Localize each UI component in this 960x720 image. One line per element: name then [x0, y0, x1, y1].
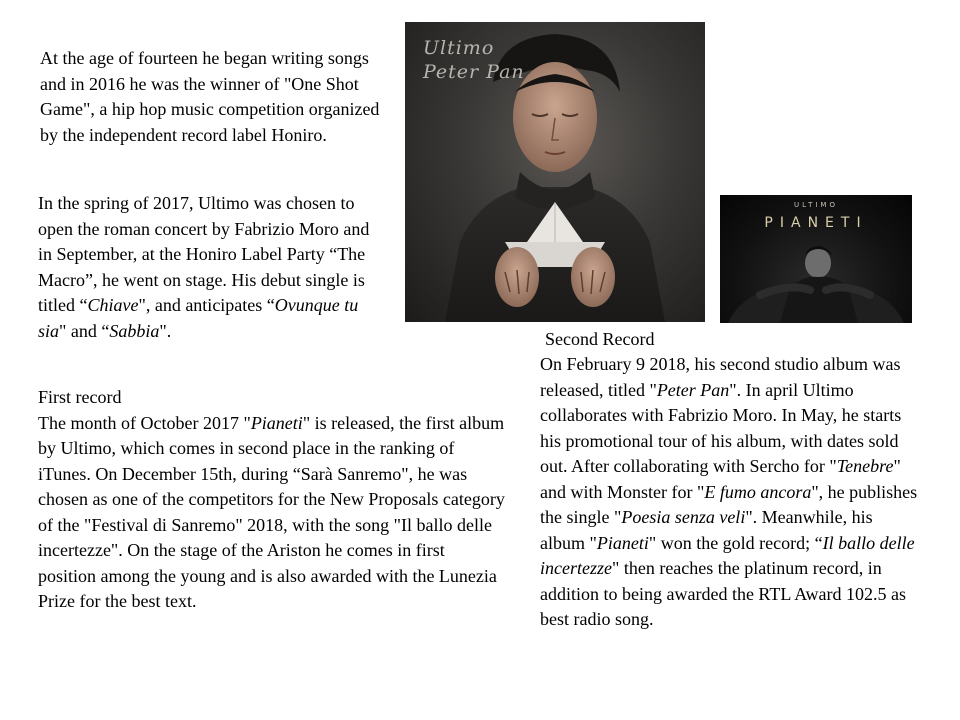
cover-artist-lettering: Ultimo [423, 37, 495, 59]
first-record-section [38, 385, 506, 615]
second-record-text-part-3: " and with Monster for " [540, 456, 901, 502]
second-record-section [540, 352, 918, 633]
first-record-text [38, 411, 506, 615]
single-sabbia: Sabbia [109, 320, 160, 341]
peter-pan-cover-lettering [423, 36, 525, 84]
first-record-text-part-2: " is released, the first album by Ultimo, which comes in second place in the ranking of iTunes. On December 15th, during “Sarà Sanremo", he was chosen as one of the competitors for the New Proposals category of the "Festival di Sanremo" 2018, with the song "Il ballo delle incertezze". On the stage of the Ariston he comes in first position among the young and is also awarded with the Lunezia Prize for the best text. [38, 412, 505, 611]
intro-text: At the age of fourteen he began writing songs and in 2016 he was the winner of "One Shot Game", a hip hop music competition organized by the independent record label Honiro. [40, 48, 380, 145]
cover-album-lettering: Peter Pan [423, 61, 525, 83]
single-chiave: Chiave [87, 295, 139, 315]
first-record-text-part-1: The month of October 2017 " [38, 412, 251, 433]
first-record-heading: First record [38, 387, 122, 407]
spring-text-part-4: ". [159, 320, 172, 341]
intro-paragraph [40, 46, 385, 148]
second-record-text-part-6: " won the gold record; “ [648, 532, 823, 553]
second-record-text-part-4: ", he publishes the single " [540, 481, 918, 527]
spring-text-part-2: ", and anticipates “ [138, 295, 275, 315]
pianeti-cover-title: PIANETI [764, 215, 868, 231]
pianeti-album-cover [720, 195, 912, 323]
single-ovunque-tu-sia: Ovunque tu sia [38, 295, 359, 341]
peter-pan-album-cover [405, 22, 705, 322]
second-record-text-part-2: ". In april Ultimo collaborates with Fabrizio Moro. In May, he starts his promotional tour of his album, with dates sold out. After collaborating with Sercho for " [540, 379, 902, 476]
spring-text-part-3: " and “ [59, 320, 110, 341]
second-record-heading: Second Record [545, 329, 655, 349]
second-record-text-part-7: " then reaches the platinum record, in addition to being awarded the RTL Award 102.5 as best radio song. [540, 558, 907, 629]
song-tenebre: Tenebre [836, 456, 894, 476]
spring-text [38, 191, 383, 344]
spring-text-part-1: In the spring of 2017, Ultimo was chosen to open the roman concert by Fabrizio Moro and in September, at the Honiro Label Party “The Macro”, he went on stage. His debut single is titled “ [38, 193, 370, 315]
single-poesia-senza-veli: Poesia senza veli [621, 507, 746, 527]
pianeti-cover-artist: ULTIMO [794, 201, 838, 209]
song-il-ballo-delle-incertezze: Il ballo delle incertezze [540, 532, 915, 578]
song-e-fumo-ancora: E fumo ancora [704, 481, 812, 502]
second-record-text [540, 352, 918, 633]
album-pianeti-second: Pianeti [596, 532, 649, 553]
spring-2017-paragraph [38, 191, 383, 344]
second-record-text-part-1: On February 9 2018, his second studio album was released, titled " [540, 354, 901, 400]
second-record-text-part-5: ". Meanwhile, his album " [540, 507, 873, 553]
album-pianeti: Pianeti [250, 412, 303, 433]
album-peter-pan: Peter Pan [656, 379, 730, 400]
